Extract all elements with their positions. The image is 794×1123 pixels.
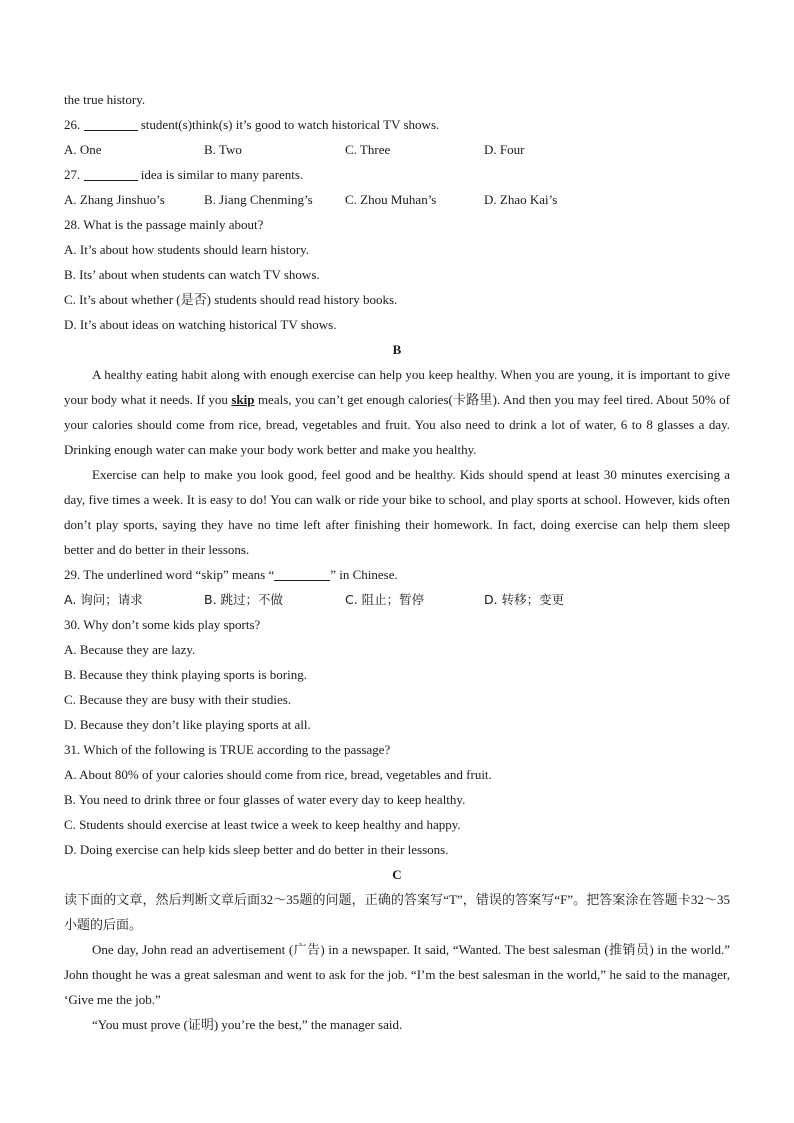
- option-a: A. One: [64, 142, 102, 157]
- option-a: A. It’s about how students should learn history.: [64, 242, 310, 257]
- option-b: B. Jiang Chenming’s: [204, 192, 313, 207]
- answer-blank: [274, 566, 330, 581]
- question-26-options: [64, 137, 730, 162]
- question-27-options: [64, 187, 730, 212]
- option-d: D. Doing exercise can help kids sleep better and do better in their lessons.: [64, 842, 449, 857]
- intro-tail: the true history.: [64, 92, 146, 107]
- question-28: 28. What is the passage mainly about?: [64, 217, 264, 232]
- section-heading-c: C: [392, 867, 402, 882]
- question-29: 29. The underlined word “skip” means “ ” in Chinese.: [64, 567, 398, 582]
- question-30: 30. Why don’t some kids play sports?: [64, 617, 261, 632]
- answer-blank: [84, 116, 138, 131]
- option-c: C. Zhou Muhan’s: [345, 192, 437, 207]
- option-a: A. Zhang Jinshuo’s: [64, 192, 165, 207]
- option-d: D. Four: [484, 142, 525, 157]
- section-c-instruction: 读下面的文章，然后判断文章后面32～35题的问题，正确的答案写“T”，错误的答案写“F”。把答案涂在答题卡32～35小题的后面。: [64, 892, 730, 932]
- passage-c-paragraph-2: “You must prove (证明) you’re the best,” the manager said.: [92, 1017, 403, 1032]
- option-c: C. Because they are busy with their studies.: [64, 692, 292, 707]
- passage-c-paragraph-1: One day, John read an advertisement (广告) in a newspaper. It said, “Wanted. The best salesman (推销员) in the world.” John thought he was a great salesman and went to ask for the job. “I’m the best salesman in the world,” he said to the manager, ‘Give me the job.”: [64, 942, 730, 1007]
- option-c: C. Students should exercise at least twice a week to keep healthy and happy.: [64, 817, 461, 832]
- option-a: A. 询问；请求: [64, 592, 143, 607]
- option-b: B. 跳过；不做: [204, 592, 284, 607]
- question-29-options: [64, 587, 730, 612]
- option-b: B. Two: [204, 142, 242, 157]
- option-d: D. 转移；变更: [484, 592, 565, 607]
- option-a: A. About 80% of your calories should come from rice, bread, vegetables and fruit.: [64, 767, 492, 782]
- option-d: D. Because they don’t like playing sports at all.: [64, 717, 311, 732]
- option-c: C. Three: [345, 142, 391, 157]
- option-a: A. Because they are lazy.: [64, 642, 196, 657]
- option-b: B. You need to drink three or four glasses of water every day to keep healthy.: [64, 792, 466, 807]
- option-c: C. It’s about whether (是否) students should read history books.: [64, 292, 398, 307]
- document-page: [64, 87, 730, 1037]
- underlined-word: skip: [231, 392, 255, 407]
- option-c: C. 阻止；暂停: [345, 592, 425, 607]
- question-31: 31. Which of the following is TRUE according to the passage?: [64, 742, 391, 757]
- option-b: B. Because they think playing sports is boring.: [64, 667, 308, 682]
- section-heading-b: B: [392, 342, 402, 357]
- answer-blank: [84, 166, 138, 181]
- question-26: 26. student(s)think(s) it’s good to watch historical TV shows.: [64, 117, 440, 132]
- question-27: 27. idea is similar to many parents.: [64, 167, 304, 182]
- option-d: D. Zhao Kai’s: [484, 192, 558, 207]
- passage-b-paragraph-1: A healthy eating habit along with enough exercise can help you keep healthy. When you are young, it is important to give your body what it needs. If you skip meals, you can’t get enough calories(卡路里). And then you may feel tired. About 50% of your calories should come from rice, bread, vegetables and fruit. You also need to drink a lot of water, 6 to 8 glasses a day. Drinking enough water can make your body work better and make you healthy.: [64, 367, 730, 457]
- option-b: B. Its’ about when students can watch TV shows.: [64, 267, 320, 282]
- passage-b-paragraph-2: Exercise can help to make you look good, feel good and be healthy. Kids should spend at least 30 minutes exercising a day, five times a week. It is easy to do! You can walk or ride your bike to school, and play sports at school. However, kids often don’t play sports, saying they have no time left after finishing their homework. In fact, doing exercise can help them sleep better and do better in their lessons.: [64, 467, 730, 557]
- option-d: D. It’s about ideas on watching historical TV shows.: [64, 317, 337, 332]
